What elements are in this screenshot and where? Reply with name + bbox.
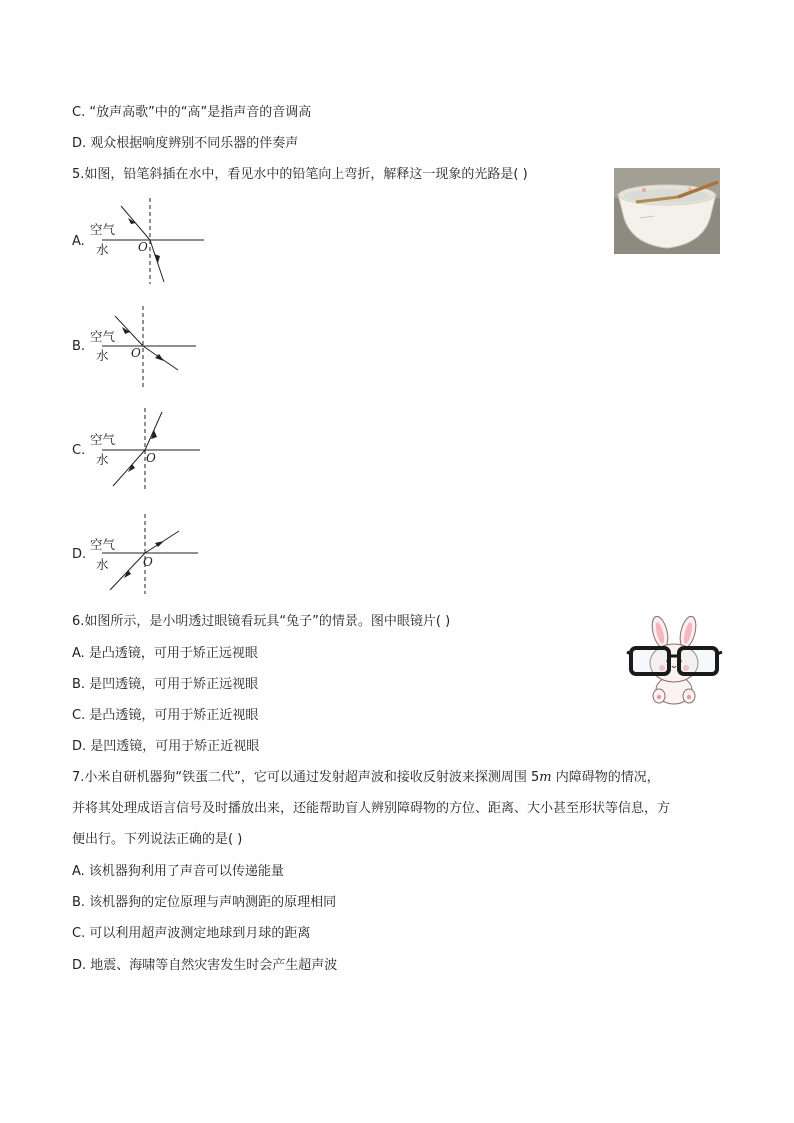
- point-o-label: O: [138, 240, 148, 254]
- air-label: 空气: [90, 329, 116, 344]
- option-d-previous: D. 观众根据响度辨别不同乐器的伴奏声: [72, 136, 299, 151]
- q5-option-a-letter: A.: [72, 234, 85, 249]
- question-6-option-c: C. 是凸透镜，可用于矫正近视眼: [72, 708, 259, 723]
- q5-option-b-letter: B.: [72, 339, 86, 354]
- question-7-option-b: B. 该机器狗的定位原理与声呐测距的原理相同: [72, 895, 337, 910]
- air-label: 空气: [90, 432, 116, 447]
- water-label: 水: [96, 242, 109, 257]
- air-label: 空气: [90, 537, 116, 552]
- water-label: 水: [96, 557, 109, 572]
- water-label: 水: [96, 348, 109, 363]
- question-6-option-d: D. 是凹透镜，可用于矫正近视眼: [72, 739, 260, 754]
- q5-option-c-diagram: [88, 406, 208, 494]
- rabbit-with-glasses-illustration: [626, 616, 724, 706]
- pencil-in-water-photo: [614, 168, 720, 254]
- question-7-stem-line-2: 并将其处理成语言信号及时播放出来，还能帮助盲人辨别障碍物的方位、距离、大小甚至形状等信息，方: [72, 801, 671, 816]
- q7-stem-text-end: 内障碍物的情况，: [551, 770, 660, 785]
- point-o-label: O: [143, 555, 153, 569]
- q5-option-b-diagram: [88, 304, 208, 390]
- q5-option-d-diagram: [88, 512, 208, 596]
- point-o-label: O: [131, 346, 141, 360]
- q5-option-a-diagram: [88, 196, 208, 286]
- q7-unit-m: m: [539, 770, 552, 785]
- question-7-stem-line-1: [72, 769, 660, 787]
- water-label: 水: [96, 452, 109, 467]
- question-5-stem: 5.如图，铅笔斜插在水中，看见水中的铅笔向上弯折，解释这一现象的光路是( ): [72, 167, 528, 182]
- q7-stem-text: 7.小米自研机器狗“铁蛋二代”，它可以通过发射超声波和接收反射波来探测周围 5: [72, 770, 540, 785]
- q5-option-d-letter: D.: [72, 547, 87, 562]
- point-o-label: O: [146, 451, 156, 465]
- option-c-previous: C. “放声高歌”中的“高”是指声音的音调高: [72, 105, 312, 120]
- question-6-option-b: B. 是凹透镜，可用于矫正远视眼: [72, 677, 259, 692]
- question-7-option-c: C. 可以利用超声波测定地球到月球的距离: [72, 926, 311, 941]
- question-7-option-a: A. 该机器狗利用了声音可以传递能量: [72, 864, 284, 879]
- question-7-option-d: D. 地震、海啸等自然灾害发生时会产生超声波: [72, 958, 338, 973]
- question-6-option-a: A. 是凸透镜，可用于矫正远视眼: [72, 646, 258, 661]
- q5-option-c-letter: C.: [72, 443, 86, 458]
- air-label: 空气: [90, 222, 116, 237]
- question-6-stem: 6.如图所示，是小明透过眼镜看玩具“兔子”的情景。图中眼镜片( ): [72, 614, 451, 629]
- question-7-stem-line-3: 便出行。下列说法正确的是( ): [72, 832, 243, 847]
